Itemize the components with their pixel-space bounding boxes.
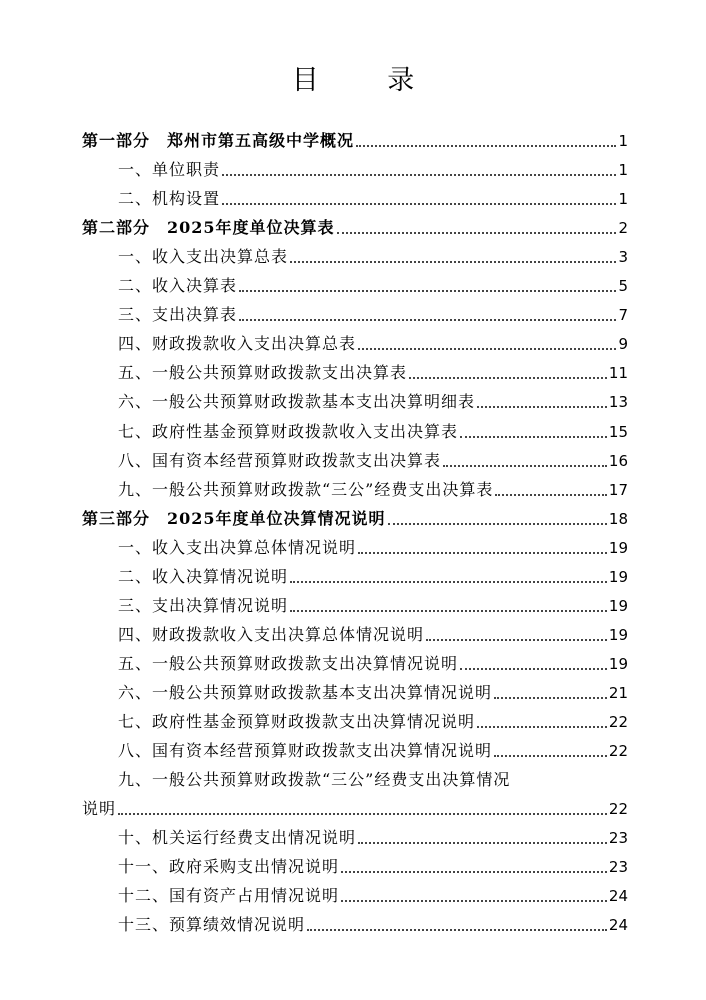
dot-leader [494, 755, 607, 757]
dot-leader [307, 929, 607, 931]
toc-entry-title: 一、单位职责 [118, 160, 221, 180]
toc-part-entry[interactable] [82, 215, 628, 241]
toc-entry[interactable] [118, 709, 628, 735]
toc-page-number: 16 [608, 451, 628, 470]
toc-entry[interactable] [118, 244, 628, 270]
toc-page-number: 5 [618, 277, 628, 296]
toc-entry[interactable] [118, 389, 628, 415]
toc-page-number: 13 [608, 393, 628, 412]
toc-page-number: 19 [608, 538, 628, 557]
toc-page-number: 19 [608, 567, 628, 586]
toc-entry[interactable] [118, 273, 628, 299]
toc-entry-title: 第一部分 郑州市第五高级中学概况 [82, 131, 355, 150]
toc-part-entry[interactable] [82, 506, 628, 532]
dot-leader [290, 261, 616, 263]
dot-leader [118, 813, 607, 815]
dot-leader [356, 145, 616, 147]
toc-entry-title: 二、收入决算情况说明 [118, 566, 289, 586]
toc-entry-title: 第二部分 2025年度单位决算表 [82, 218, 335, 238]
dot-leader [409, 377, 607, 379]
toc-page-number: 17 [608, 480, 628, 499]
toc-entry[interactable] [118, 825, 628, 851]
toc-page-number: 7 [618, 306, 628, 325]
toc-entry[interactable] [118, 419, 628, 445]
toc-entry-title: 二、收入决算表 [118, 276, 238, 296]
toc-page-number: 2 [618, 219, 628, 238]
toc-entry[interactable] [118, 593, 628, 619]
dot-leader [460, 436, 607, 438]
dot-leader [388, 523, 607, 525]
toc-entry-title: 十、机关运行经费支出情况说明 [118, 828, 357, 848]
dot-leader [222, 203, 616, 205]
toc-entry-title: 一、收入支出决算总体情况说明 [118, 537, 357, 557]
dot-leader [460, 668, 607, 670]
toc-entry[interactable] [118, 448, 628, 474]
page-title: 目 录 [291, 65, 445, 96]
dot-leader [341, 900, 607, 902]
dot-leader [477, 406, 607, 408]
toc-entry[interactable] [118, 477, 628, 503]
toc-entry-title: 七、政府性基金预算财政拨款收入支出决算表 [118, 421, 459, 441]
toc-page-number: 22 [608, 713, 628, 731]
toc-entry-first-line: 九、一般公共预算财政拨款“三公”经费支出决算情况 [118, 770, 511, 790]
toc-entry[interactable] [118, 651, 628, 677]
dot-leader [222, 174, 616, 176]
dot-leader [290, 581, 607, 583]
toc-entry[interactable] [118, 157, 628, 183]
dot-leader [358, 842, 607, 844]
toc-entry-title: 四、财政拨款收入支出决算总体情况说明 [118, 624, 425, 644]
toc-entry-title: 第三部分 2025年度单位决算情况说明 [82, 508, 386, 528]
dot-leader [358, 348, 616, 350]
dot-leader [443, 465, 607, 467]
dot-leader [477, 726, 607, 728]
toc-entry-title: 十二、国有资产占用情况说明 [118, 886, 340, 906]
toc-entry-title: 二、机构设置 [118, 189, 221, 209]
dot-leader [239, 319, 616, 321]
toc-entry-title: 三、支出决算表 [118, 305, 238, 325]
dot-leader [358, 552, 607, 554]
toc-entry[interactable] [118, 302, 628, 328]
toc-entry-title: 三、支出决算情况说明 [118, 595, 289, 615]
toc-entry-title: 六、一般公共预算财政拨款基本支出决算明细表 [118, 392, 476, 412]
toc-entry[interactable] [118, 738, 628, 764]
dot-leader [495, 494, 607, 496]
toc-entry[interactable] [118, 680, 628, 706]
dot-leader [337, 232, 617, 234]
dot-leader [494, 697, 607, 699]
toc-entry-title: 说明 [82, 799, 117, 819]
toc-page-number: 23 [608, 829, 628, 848]
toc-entry-title: 八、国有资本经营预算财政拨款支出决算情况说明 [118, 741, 493, 761]
toc-entry-title: 十一、政府采购支出情况说明 [118, 857, 340, 877]
toc-part-entry[interactable] [82, 128, 628, 154]
toc-entry[interactable] [118, 360, 628, 386]
toc-page-number: 1 [618, 161, 628, 180]
toc-page-number: 1 [618, 190, 628, 209]
toc-entry[interactable] [118, 622, 628, 648]
toc-page-number: 19 [608, 596, 628, 615]
toc-page-number: 11 [608, 364, 628, 383]
toc-entry[interactable] [118, 883, 628, 909]
toc-page-number: 24 [608, 887, 628, 906]
toc-page-number: 22 [608, 742, 628, 761]
toc-page-number: 18 [608, 509, 628, 528]
toc-entry[interactable] [118, 854, 628, 880]
toc-entry-title: 五、一般公共预算财政拨款支出决算情况说明 [118, 653, 459, 673]
toc-page-number: 24 [608, 916, 628, 935]
toc-page-number: 23 [608, 858, 628, 877]
toc-page-number: 15 [608, 422, 628, 441]
toc-entry-title: 八、国有资本经营预算财政拨款支出决算表 [118, 450, 442, 470]
toc-entry[interactable] [118, 564, 628, 590]
toc-entry-title: 七、政府性基金预算财政拨款支出决算情况说明 [118, 712, 476, 731]
toc-entry-title: 十三、预算绩效情况说明 [118, 915, 306, 935]
toc-entry-title: 九、一般公共预算财政拨款“三公”经费支出决算表 [118, 479, 494, 499]
toc-page-number: 19 [608, 625, 628, 644]
toc-entry[interactable] [118, 535, 628, 561]
toc-entry-title: 五、一般公共预算财政拨款支出决算表 [118, 363, 408, 383]
toc-page-number: 19 [608, 654, 628, 673]
toc-page-number: 9 [618, 335, 628, 354]
toc-page-number: 21 [608, 683, 628, 702]
toc-page-number: 3 [618, 248, 628, 267]
toc-entry-title: 四、财政拨款收入支出决算总表 [118, 334, 357, 354]
toc-entry-title: 六、一般公共预算财政拨款基本支出决算情况说明 [118, 682, 493, 702]
toc-entry-title: 一、收入支出决算总表 [118, 247, 289, 267]
dot-leader [341, 871, 607, 873]
toc-entry[interactable] [118, 331, 628, 357]
toc-page-number: 1 [618, 132, 628, 150]
toc-entry[interactable] [118, 186, 628, 212]
dot-leader [290, 610, 607, 612]
dot-leader [426, 639, 607, 641]
dot-leader [239, 290, 616, 292]
toc-entry[interactable] [82, 796, 628, 822]
toc-page-number: 22 [608, 800, 628, 819]
toc-entry[interactable] [118, 912, 628, 938]
